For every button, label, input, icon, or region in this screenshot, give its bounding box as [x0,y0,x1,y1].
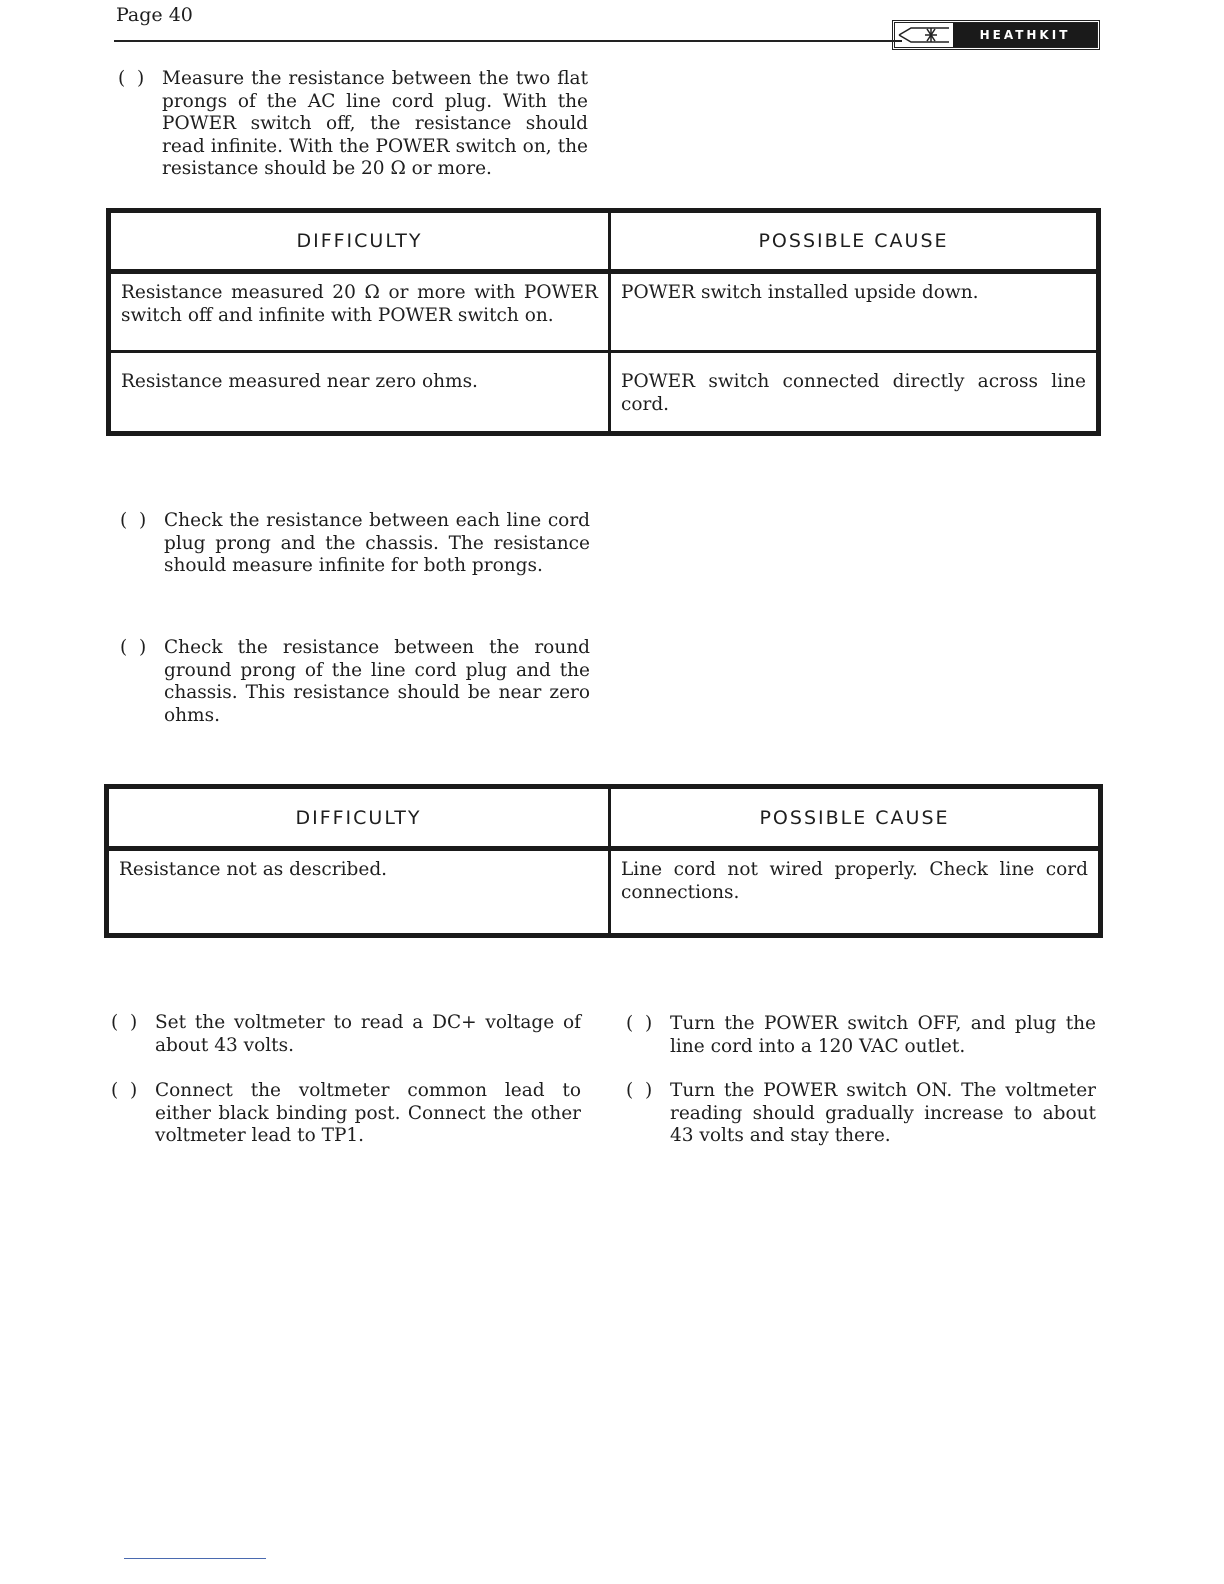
troubleshooting-table-1 [106,208,1101,436]
step-text: Turn the POWER switch ON. The voltmeter reading should gradually increase to about 43 volts and stay there. [670,1080,1096,1146]
header-rule [114,40,902,42]
step-checkbox[interactable]: ( ) [118,68,145,89]
step-checkbox[interactable]: ( ) [111,1012,138,1033]
table-header-difficulty: DIFFICULTY [111,213,611,274]
step-text: Turn the POWER switch OFF, and plug the line cord into a 120 VAC outlet. [670,1013,1096,1057]
table-cell-cause: POWER switch connected directly across line cord. [621,371,1086,415]
table-cell-difficulty: Resistance not as described. [109,851,611,933]
step-checkbox[interactable]: ( ) [120,510,147,531]
table-cell-cause: Line cord not wired properly. Check line cord connections. [621,859,1088,903]
heathkit-logo [892,20,1100,50]
troubleshooting-table-2 [104,784,1103,938]
page-number: Page 40 [116,4,193,26]
step-text: Check the resistance between each line cord plug prong and the chassis. The resistance should measure infinite for both prongs. [164,510,590,576]
table-header-possible-cause: POSSIBLE CAUSE [611,789,1098,851]
table-cell-difficulty: Resistance measured 20 Ω or more with POWER switch off and infinite with POWER switch on. [111,274,611,353]
step-checkbox[interactable]: ( ) [120,637,147,658]
table-cell-difficulty: Resistance measured near zero ohms. [111,353,611,431]
table-header-possible-cause: POSSIBLE CAUSE [611,213,1096,274]
step-checkbox[interactable]: ( ) [626,1013,653,1034]
step-checkbox[interactable]: ( ) [111,1080,138,1101]
heathkit-brand-text: HEATHKIT [953,23,1097,47]
step-text: Measure the resistance between the two flat prongs of the AC line cord plug. With the POWER switch off, the resistance should read infinite. With the POWER switch on, the resistance should be 20 Ω or more. [162,68,588,179]
step-text: Connect the voltmeter common lead to either black binding post. Connect the other voltmeter lead to TP1. [155,1080,581,1146]
table-cell-cause: POWER switch installed upside down. [611,274,1096,353]
step-text: Set the voltmeter to read a DC+ voltage of about 43 volts. [155,1012,581,1056]
table-header-difficulty: DIFFICULTY [109,789,611,851]
heathkit-starburst-icon [895,23,953,47]
step-text: Check the resistance between the round ground prong of the line cord plug and the chassis. This resistance should be near zero ohms. [164,637,590,726]
footer-rule [124,1558,266,1559]
step-checkbox[interactable]: ( ) [626,1080,653,1101]
